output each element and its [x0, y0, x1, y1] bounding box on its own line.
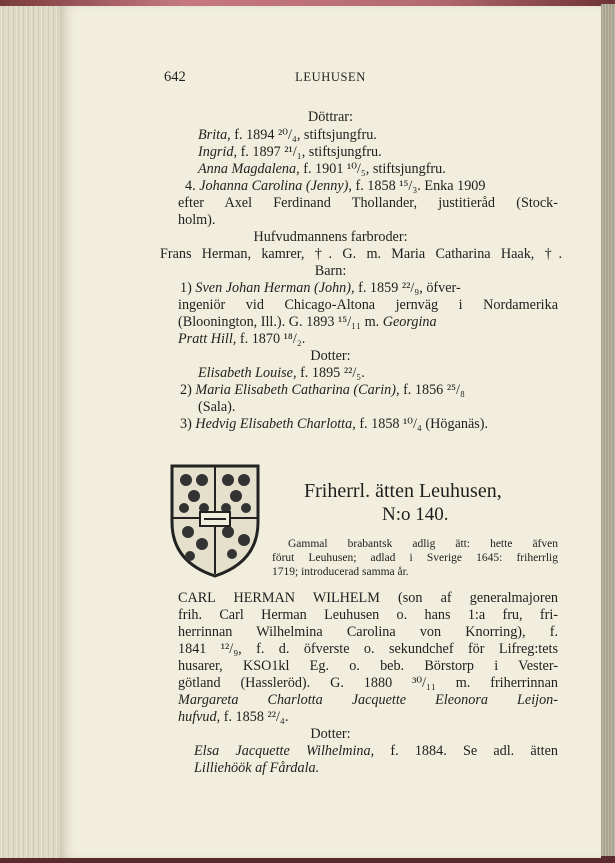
entry-line: frih. Carl Herman Leuhusen o. hans 1:a fru, fri-: [178, 607, 558, 623]
entry-line: Margareta Charlotta Jacquette Eleonora Leijon-: [178, 692, 558, 708]
section-heading: Hufvudmannens farbroder:: [253, 229, 408, 245]
family-description: 1719; introducerad samma år.: [272, 566, 409, 578]
entry-line: ingeniör vid Chicago-Altona jernväg i Nordamerika: [178, 297, 558, 313]
entry-line: götland (Hassleröd). G. 1880 ³⁰/₁₁ m. friherrinnan: [178, 675, 558, 691]
entry-line: (Bloonington, Ill.). G. 1893 ¹⁵/₁₁ m. Georgina: [178, 314, 437, 330]
book-page-edges: [0, 6, 64, 858]
section-heading: Dotter:: [310, 348, 351, 364]
entry-line: husarer, KSO1kl Eg. o. beb. Börstorp i Vester-: [178, 658, 558, 674]
section-heading: Döttrar:: [308, 109, 353, 125]
entry-line: Anna Magdalena, f. 1901 ¹⁰/₅, stiftsjungfru.: [198, 161, 446, 177]
entry-line: 4. Johanna Carolina (Jenny), f. 1858 ¹⁵/₃. Enka 1909: [185, 178, 486, 194]
book-page-edges-right: [601, 4, 615, 856]
entry-line: hufvud, f. 1858 ²²/₄.: [178, 709, 289, 725]
entry-line: Ingrid, f. 1897 ²¹/₁, stiftsjungfru.: [198, 144, 382, 160]
entry-line: Elsa Jacquette Wilhelmina, f. 1884. Se adl. ätten: [194, 743, 558, 759]
running-title: LEUHUSEN: [295, 70, 366, 84]
entry-line: holm).: [178, 212, 216, 228]
section-heading: Barn:: [314, 263, 347, 279]
entry-line: Pratt Hill, f. 1870 ¹⁸/₂.: [178, 331, 306, 347]
entry-line: 3) Hedvig Elisabeth Charlotta, f. 1858 ¹⁰/₄ (Höganäs).: [180, 416, 489, 432]
entry-line: 1) Sven Johan Herman (John), f. 1859 ²²/₉, öfver-: [180, 280, 461, 296]
family-title: Friherrl. ätten Leuhusen,: [304, 480, 502, 502]
entry-line: 1841 ¹²/₉, f. d. öfverste o. sekundchef för Lifreg:tets: [178, 641, 558, 657]
entry-line: CARL HERMAN WILHELM (son af generalmajoren: [178, 590, 558, 606]
book-page: [60, 6, 601, 858]
entry-line: herrinnan Wilhelmina Carolina von Knorring), f.: [178, 624, 558, 640]
entry-line: Elisabeth Louise, f. 1895 ²²/₅.: [198, 365, 365, 381]
entry-line: efter Axel Ferdinand Thollander, justitieråd (Stock-: [178, 195, 558, 211]
family-description: förut Leuhusen; adlad i Sverige 1645: friherrlig: [272, 552, 558, 564]
family-description: Gammal brabantsk adlig ätt: hette äfven: [288, 538, 558, 550]
entry-line: Lilliehöök af Fårdala.: [194, 760, 320, 776]
entry-line: 2) Maria Elisabeth Catharina (Carin), f. 1856 ²⁵/₈: [180, 382, 465, 398]
entry-line: (Sala).: [198, 399, 236, 415]
section-heading: Dotter:: [310, 726, 351, 742]
coat-of-arms-icon: [168, 462, 262, 578]
entry-line: Frans Herman, kamrer, †. G. m. Maria Catharina Haak, †.: [160, 246, 562, 262]
family-number: N:o 140.: [382, 504, 449, 525]
entry-line: Brita, f. 1894 ²⁰/₄, stiftsjungfru.: [198, 127, 377, 143]
page-number: 642: [164, 69, 186, 85]
